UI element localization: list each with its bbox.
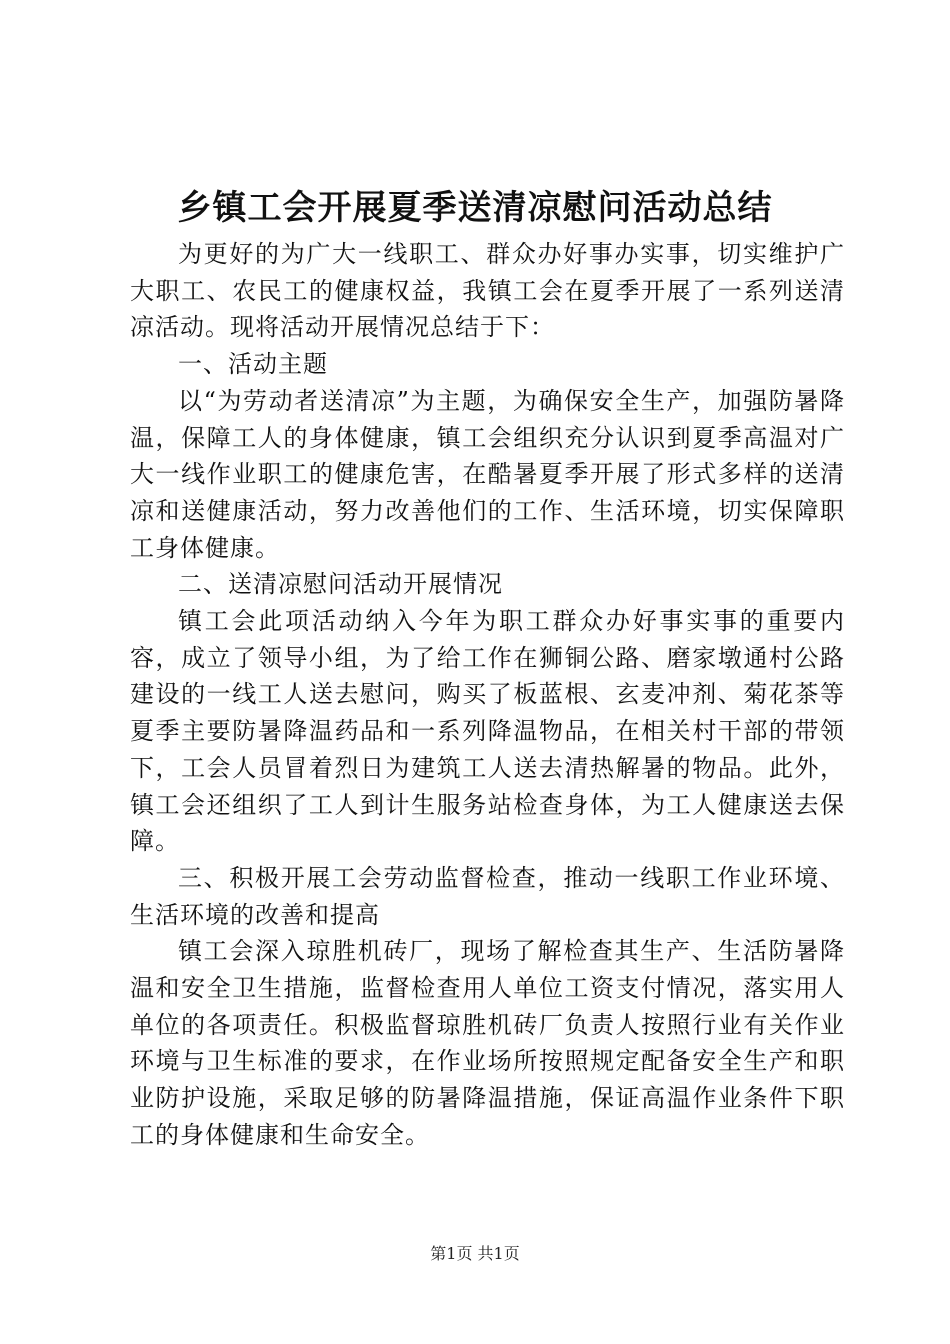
section-heading-2: 二、送清凉慰问活动开展情况: [178, 570, 503, 599]
page-footer: 第1页 共1页: [430, 1244, 520, 1263]
section-heading-3: 三、积极开展工会劳动监督检查，推动一线职工作业环境、生活环境的改善和提高: [130, 863, 845, 929]
section-2-paragraph: 镇工会此项活动纳入今年为职工群众办好事实事的重要内容，成立了领导小组，为了给工作在狮铜公路、磨家墩通村公路建设的一线工人送去慰问，购买了板蓝根、玄麦冲剂、菊花茶等夏季主要防暑降温药品和一系列降温物品，在相关村干部的带领下，工会人员冒着烈日为建筑工人送去清热解暑的物品。此外，镇工会还组织了工人到计生服务站检查身体，为工人健康送去保障。: [130, 607, 845, 856]
section-heading-1: 一、活动主题: [178, 350, 328, 379]
section-3-paragraph: 镇工会深入琼胜机砖厂，现场了解检查其生产、生活防暑降温和安全卫生措施，监督检查用人单位工资支付情况，落实用人单位的各项责任。积极监督琼胜机砖厂负责人按照行业有关作业环境与卫生标准的要求，在作业场所按照规定配备安全生产和职业防护设施，采取足够的防暑降温措施，保证高温作业条件下职工的身体健康和生命安全。: [130, 937, 845, 1149]
section-1-paragraph: 以“为劳动者送清凉”为主题，为确保安全生产，加强防暑降温，保障工人的身体健康，镇工会组织充分认识到夏季高温对广大一线作业职工的健康危害，在酷暑夏季开展了形式多样的送清凉和送健康活动，努力改善他们的工作、生活环境，切实保障职工身体健康。: [130, 386, 845, 562]
document-title: 乡镇工会开展夏季送清凉慰问活动总结: [177, 188, 773, 228]
document-body: [130, 236, 845, 1154]
intro-paragraph: 为更好的为广大一线职工、群众办好事办实事，切实维护广大职工、农民工的健康权益，我镇工会在夏季开展了一系列送清凉活动。现将活动开展情况总结于下：: [130, 240, 845, 342]
